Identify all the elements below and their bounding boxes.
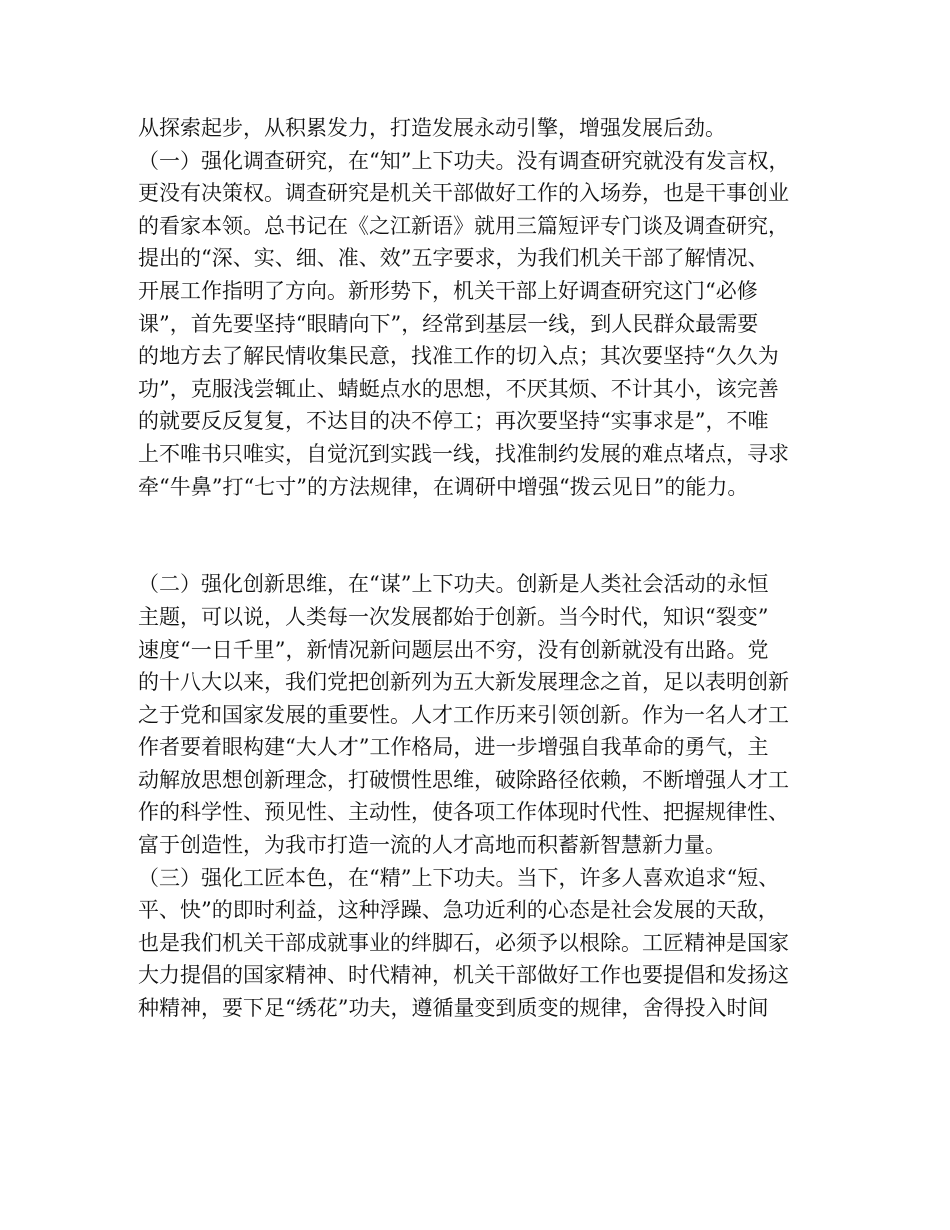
- text-line: 平、快”的即时利益，这种浮躁、急功近利的心态是社会发展的天敌，: [138, 898, 779, 923]
- text-line: （一）强化调查研究，在“知”上下功夫。没有调查研究就没有发言权，: [138, 148, 790, 173]
- text-line: 作者要着眼构建“大人才”工作格局，进一步增强自我革命的勇气，主: [138, 735, 769, 760]
- text-line: 开展工作指明了方向。新形势下，机关干部上好调查研究这门“必修: [138, 278, 758, 303]
- text-line: 从探索起步，从积累发力，打造发展永动引擎，增强发展后劲。: [138, 116, 726, 140]
- text-line: 也是我们机关干部成就事业的绊脚石，必须予以根除。工匠精神是国家: [138, 930, 789, 955]
- paragraph-section-one: [138, 145, 858, 536]
- text-line: 主题，可以说，人类每一次发展都始于创新。当今时代，知识“裂变”: [138, 604, 769, 629]
- text-line: 提出的“深、实、细、准、效”五字要求，为我们机关干部了解情况、: [138, 246, 769, 271]
- text-line: [138, 503, 858, 536]
- text-line: 的十八大以来，我们党把创新列为五大新发展理念之首，足以表明创新: [138, 670, 789, 695]
- text-line: 速度“一日千里”，新情况新问题层出不穷，没有创新就没有出路。党: [138, 637, 769, 662]
- text-line: 牵“牛鼻”打“七寸”的方法规律，在调研中增强“拨云见日”的能力。: [138, 474, 749, 499]
- text-line: 动解放思想创新理念，打破惯性思维，破除路径依赖，不断增强人才工: [138, 767, 789, 792]
- text-line: 更没有决策权。调查研究是机关干部做好工作的入场券，也是干事创业: [138, 181, 789, 206]
- paragraph-section-two: [138, 568, 858, 861]
- text-line: 上不唯书只唯实，自觉沉到实践一线，找准制约发展的难点堵点，寻求: [138, 441, 789, 466]
- text-line: 的看家本领。总书记在《之江新语》就用三篇短评专门谈及调查研究，: [138, 213, 789, 238]
- text-line: 的就要反反复复，不达目的决不停工；再次要坚持“实事求是”，不唯: [138, 409, 769, 434]
- text-line: 功”，克服浅尝辄止、蜻蜓点水的思想，不厌其烦、不计其小，该完善: [138, 376, 779, 401]
- text-line: 之于党和国家发展的重要性。人才工作历来引领创新。作为一名人才工: [138, 702, 789, 727]
- text-line: 大力提倡的国家精神、时代精神，机关干部做好工作也要提倡和发扬这: [138, 963, 789, 988]
- text-line: （二）强化创新思维，在“谋”上下功夫。创新是人类社会活动的永恒: [138, 572, 769, 597]
- text-line: 富于创造性，为我市打造一流的人才高地而积蓄新智慧新力量。: [138, 833, 726, 858]
- text-line: （三）强化工匠本色，在“精”上下功夫。当下，许多人喜欢追求“短、: [138, 865, 780, 890]
- text-line: 作的科学性、预见性、主动性，使各项工作体现时代性、把握规律性、: [138, 800, 789, 825]
- text-line: 种精神，要下足“绣花”功夫，遵循量变到质变的规律，舍得投入时间: [138, 996, 769, 1021]
- document-body: [138, 112, 858, 1025]
- text-line: 课”，首先要坚持“眼睛向下”，经常到基层一线，到人民群众最需要: [138, 311, 759, 336]
- paragraph-intro-tail: [138, 112, 858, 145]
- paragraph-section-three: [138, 862, 858, 1025]
- text-line: 的地方去了解民情收集民意，找准工作的切入点；其次要坚持“久久为: [138, 344, 779, 369]
- paragraph-gap: [138, 536, 858, 569]
